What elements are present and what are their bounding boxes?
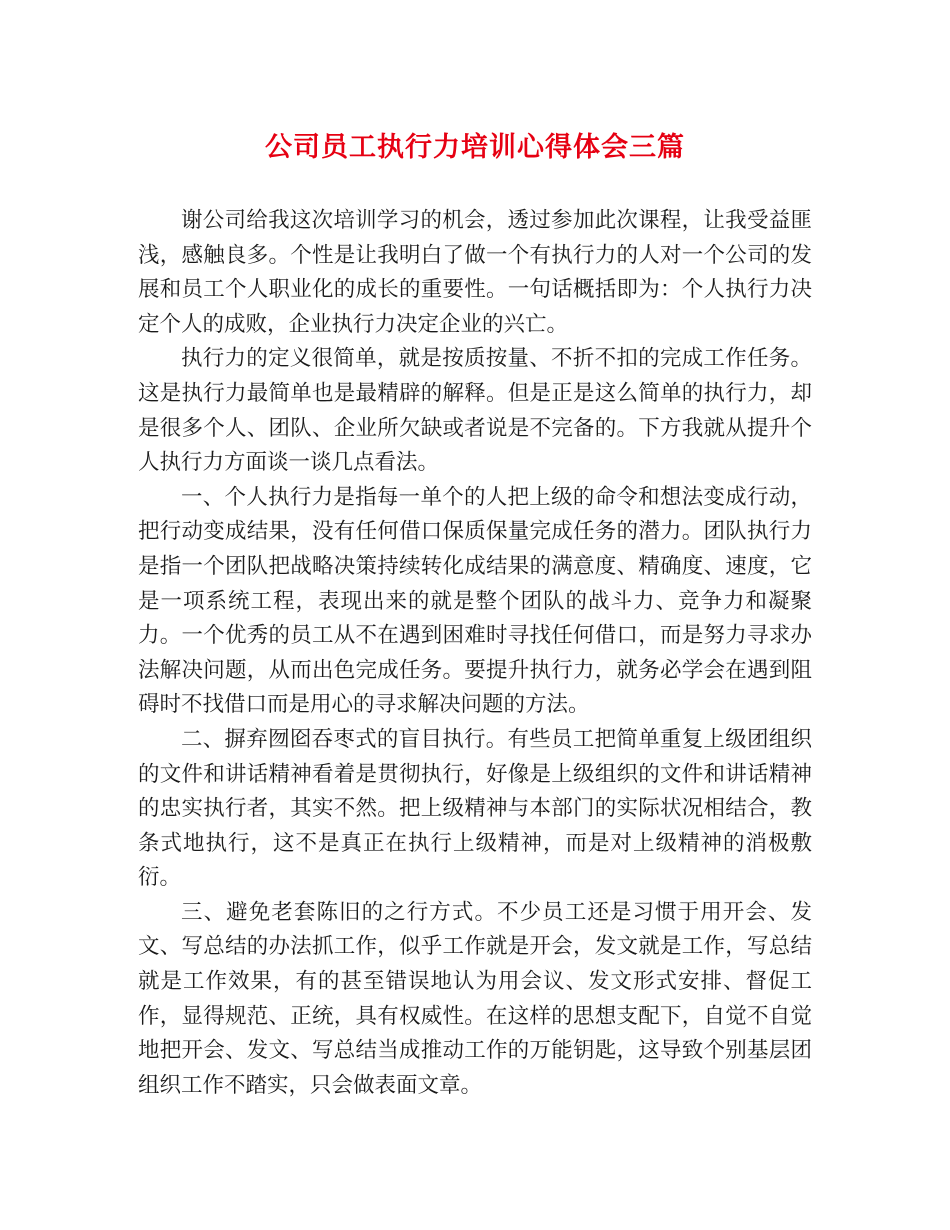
paragraph-3: 一、个人执行力是指每一单个的人把上级的命令和想法变成行动，把行动变成结果，没有任何借口保质保量完成任务的潜力。团队执行力是指一个团队把战略决策持续转化成结果的满意度、精确度、速度，它是一项系统工程，表现出来的就是整个团队的战斗力、竞争力和凝聚力。一个优秀的员工从不在遇到困难时寻找任何借口，而是努力寻求办法解决问题，从而出色完成任务。要提升执行力，就务必学会在遇到阻碍时不找借口而是用心的寻求解决问题的方法。	[138, 484, 812, 718]
document-body	[138, 204, 812, 1103]
paragraph-4: 二、摒弃囫囵吞枣式的盲目执行。有些员工把简单重复上级团组织的文件和讲话精神看着是贯彻执行，好像是上级组织的文件和讲话精神的忠实执行者，其实不然。把上级精神与本部门的实际状况相结合，教条式地执行，这不是真正在执行上级精神，而是对上级精神的消极敷衍。	[138, 726, 812, 891]
paragraph-5: 三、避免老套陈旧的之行方式。不少员工还是习惯于用开会、发文、写总结的办法抓工作，似乎工作就是开会，发文就是工作，写总结就是工作效果，有的甚至错误地认为用会议、发文形式安排、督促工作，显得规范、正统，具有权威性。在这样的思想支配下，自觉不自觉地把开会、发文、写总结当成推动工作的万能钥匙，这导致个别基层团组织工作不踏实，只会做表面文章。	[138, 899, 812, 1098]
paragraph-1: 谢公司给我这次培训学习的机会，透过参加此次课程，让我受益匪浅，感触良多。个性是让我明白了做一个有执行力的人对一个公司的发展和员工个人职业化的成长的重要性。一句话概括即为：个人执行力决定个人的成败，企业执行力决定企业的兴亡。	[138, 208, 812, 337]
document-title: 公司员工执行力培训心得体会三篇	[265, 132, 685, 163]
paragraph-2: 执行力的定义很简单，就是按质按量、不折不扣的完成工作任务。这是执行力最简单也是最精辟的解释。但是正是这么简单的执行力，却是很多个人、团队、企业所欠缺或者说是不完备的。下方我就从提升个人执行力方面谈一谈几点看法。	[138, 346, 812, 476]
